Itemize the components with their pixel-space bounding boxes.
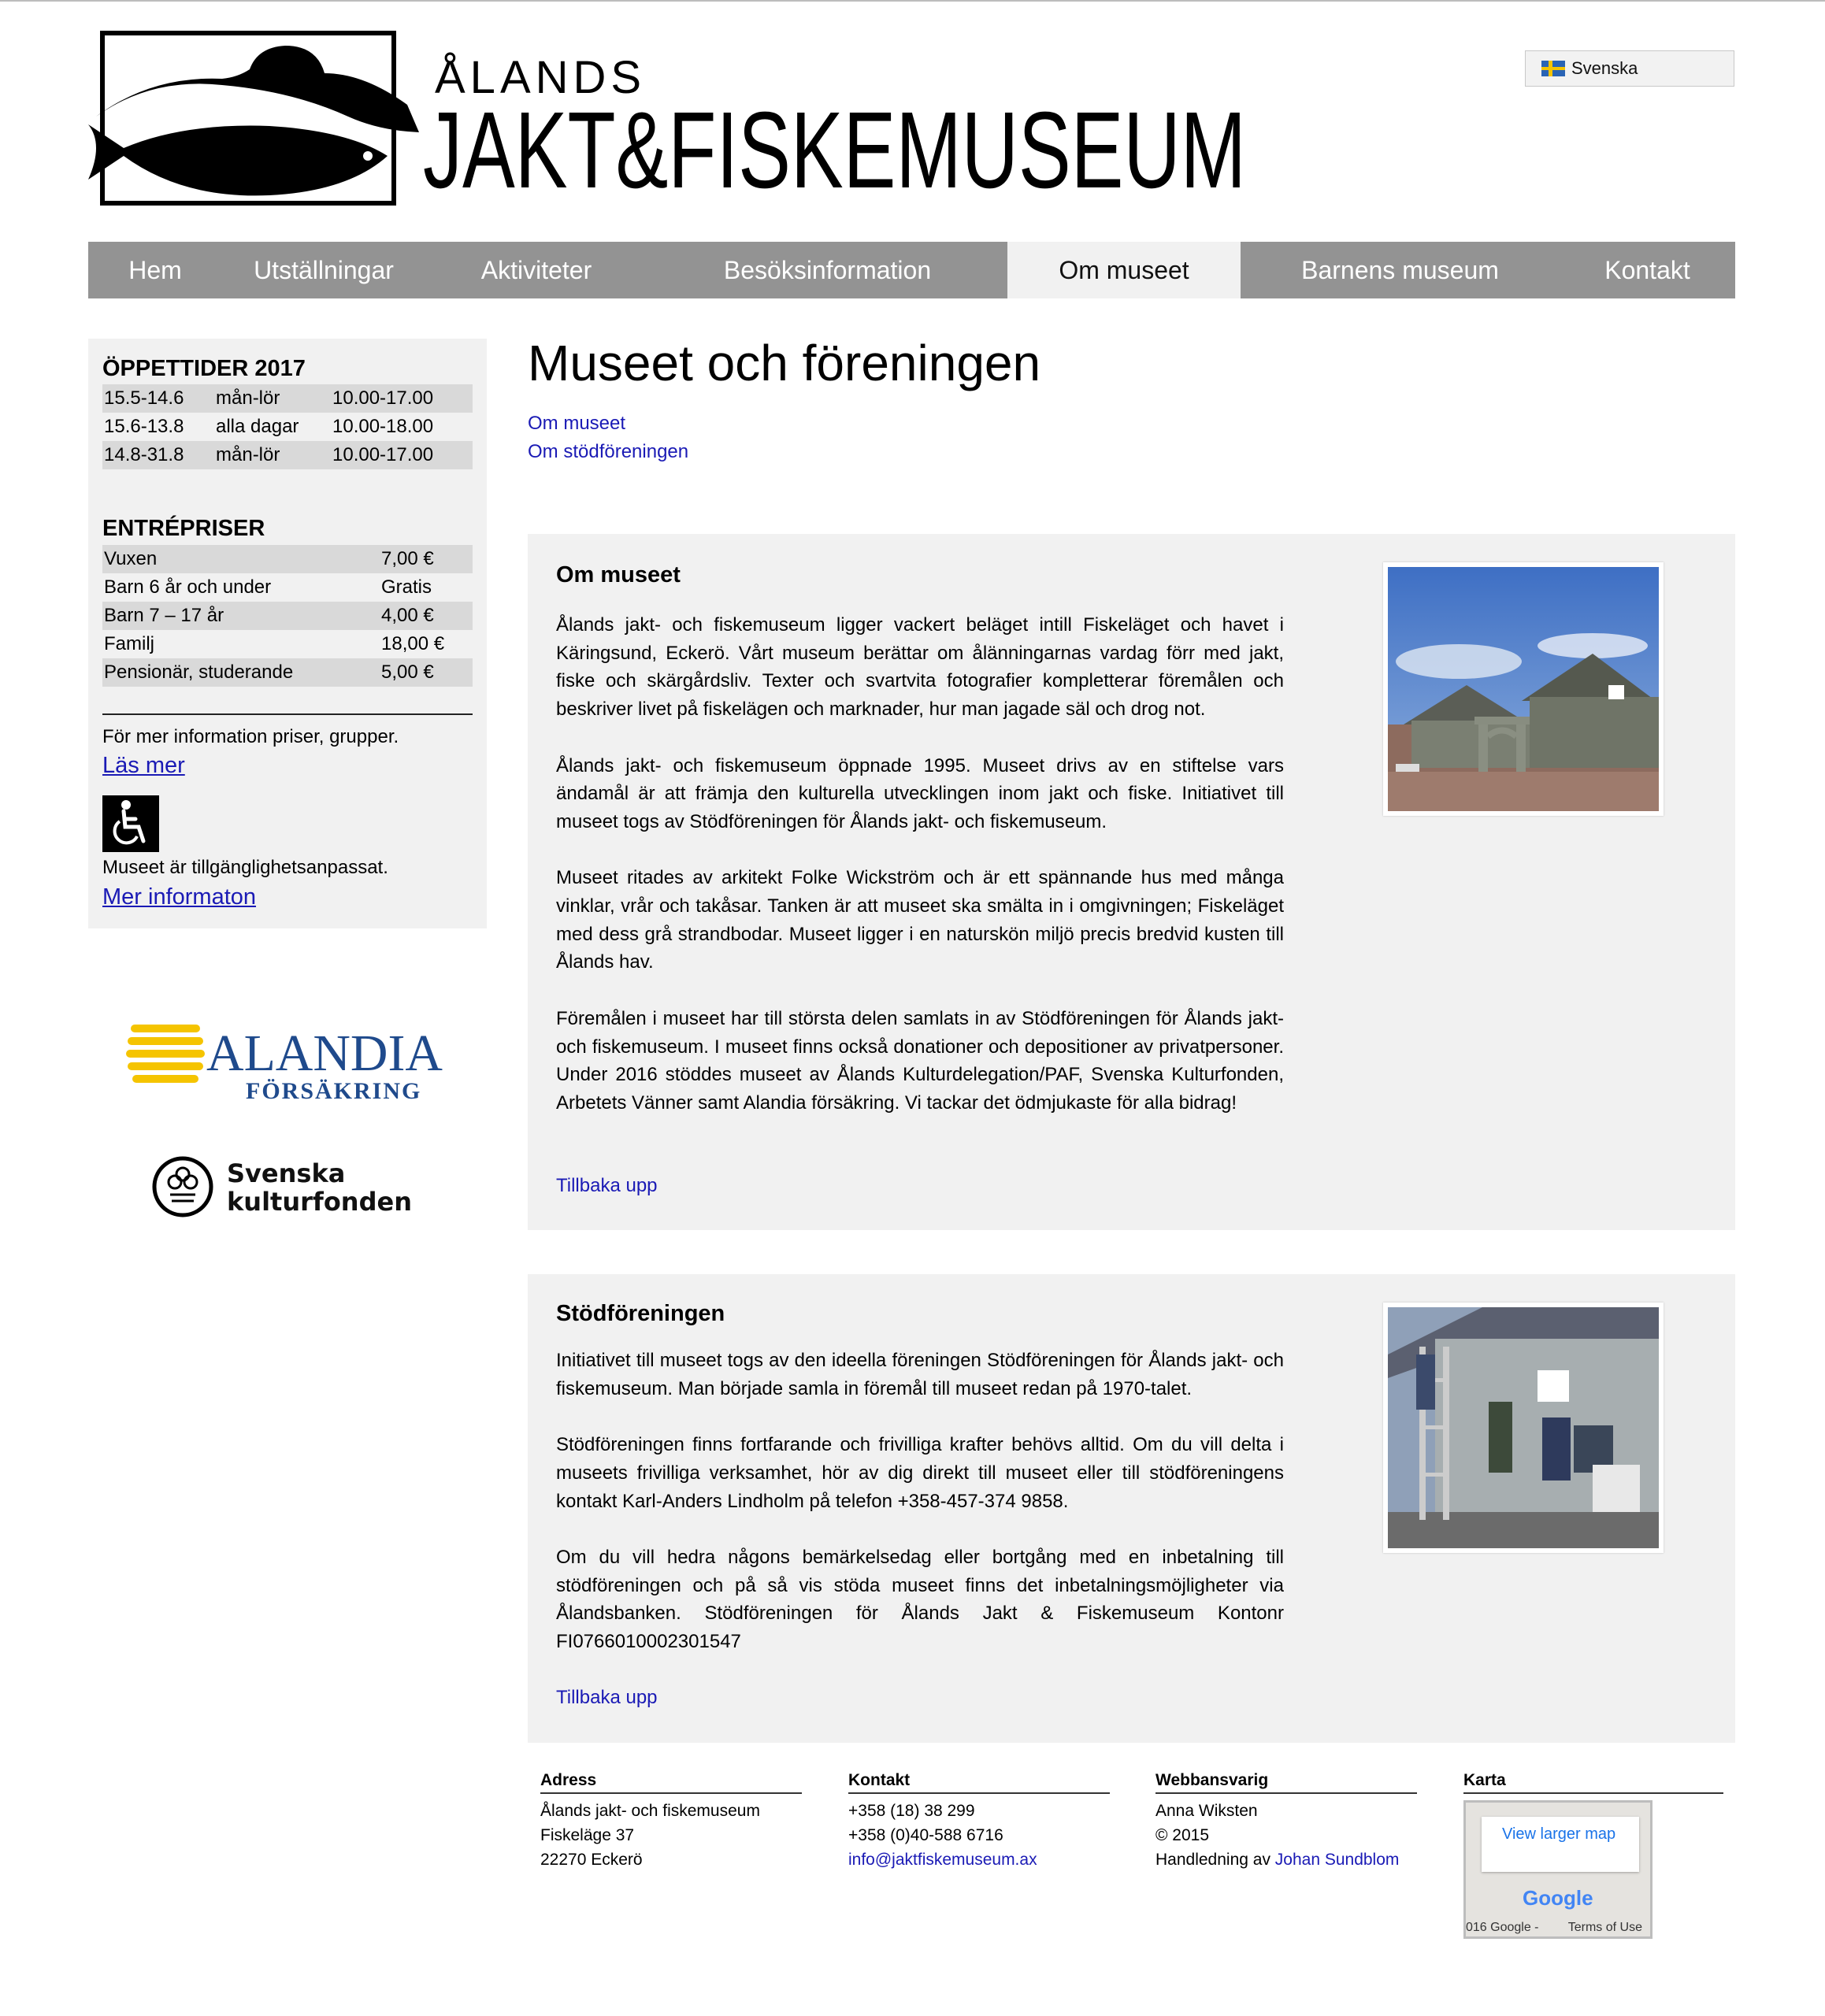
access-text: Museet är tillgänglighetsanpassat. bbox=[102, 857, 388, 878]
page-title: Museet och föreningen bbox=[528, 335, 1041, 391]
back-to-top-link[interactable]: Tillbaka upp bbox=[556, 1175, 658, 1196]
phone-line: +358 (0)40-588 6716 bbox=[848, 1826, 1003, 1844]
map-copyright-text: 016 Google - bbox=[1466, 1921, 1539, 1934]
sun-icon bbox=[126, 1025, 205, 1083]
section-links bbox=[528, 410, 688, 466]
las-mer-link[interactable]: Läs mer bbox=[102, 753, 185, 778]
table-row bbox=[102, 602, 473, 630]
webmaster-name: Anna Wiksten bbox=[1155, 1802, 1258, 1820]
language-selector[interactable] bbox=[1525, 50, 1734, 87]
alandia-logo[interactable] bbox=[126, 1014, 457, 1108]
fish-logo-icon bbox=[88, 30, 1246, 211]
hours-time: 10.00-18.00 bbox=[332, 416, 434, 437]
svenska-kulturfonden-logo[interactable] bbox=[150, 1147, 417, 1226]
email-link[interactable]: info@jaktfiskemuseum.ax bbox=[848, 1851, 1037, 1869]
google-logo: Google bbox=[1523, 1886, 1593, 1910]
price-category: Familj bbox=[104, 633, 154, 654]
price-category: Barn 7 – 17 år bbox=[104, 605, 224, 626]
address-line: 22270 Eckerö bbox=[540, 1851, 643, 1869]
address-line: Ålands jakt- och fiskemuseum bbox=[540, 1802, 760, 1820]
section-title: Om museet bbox=[556, 562, 681, 587]
paragraph: Stödföreningen finns fortfarande och frivilliga krafter behövs alltid. Om du vill delta i museets frivilliga verksamhet, hör av dig direkt till museet eller till stödföreningens kontakt Karl-Anders Lindholm på telefon +358-457-374 9858. bbox=[556, 1434, 1284, 1512]
guide-line bbox=[1155, 1847, 1417, 1872]
swedish-flag-icon bbox=[1541, 61, 1565, 76]
copyright: © 2015 bbox=[1155, 1826, 1210, 1844]
footer-web bbox=[1155, 1769, 1417, 1872]
price-category: Pensionär, studerande bbox=[104, 662, 294, 683]
hours-time: 10.00-17.00 bbox=[332, 444, 434, 465]
prices-table bbox=[102, 545, 473, 687]
sidebar bbox=[88, 339, 487, 928]
paragraph: Museet ritades av arkitekt Folke Wickström och är ett spännande hus med många vinklar, vrår och takåsar. Tanken är att museet ska smälta in i omgivningen; Fiskeläget med dess grå strandbodar. Museet ligger i en naturskön miljö precis bredvid kusten till Ålands hav. bbox=[556, 867, 1284, 973]
wheelchair-icon bbox=[102, 795, 159, 852]
price-value: 18,00 € bbox=[381, 633, 445, 654]
guide-link[interactable]: Johan Sundblom bbox=[1274, 1851, 1400, 1869]
museum-building-photo bbox=[1383, 562, 1664, 816]
address-line: Fiskeläge 37 bbox=[540, 1826, 635, 1844]
nav-besoksinformation[interactable]: Besöksinformation bbox=[723, 255, 932, 284]
price-value: 5,00 € bbox=[381, 662, 434, 683]
kulturfonden-line1: Svenska bbox=[227, 1158, 346, 1188]
main-nav bbox=[88, 242, 1735, 298]
price-value: 4,00 € bbox=[381, 605, 434, 626]
hours-days: mån-lör bbox=[216, 444, 280, 465]
nav-aktiviteter[interactable]: Aktiviteter bbox=[480, 255, 592, 284]
footer-address bbox=[540, 1769, 802, 1872]
footer-heading: Karta bbox=[1463, 1769, 1723, 1794]
footer bbox=[540, 1769, 1722, 1942]
table-row bbox=[102, 658, 473, 687]
nav-om-museet[interactable]: Om museet bbox=[1007, 242, 1241, 298]
map-terms-link[interactable]: Terms of Use bbox=[1567, 1921, 1642, 1934]
hours-period: 14.8-31.8 bbox=[104, 444, 184, 465]
hours-time: 10.00-17.00 bbox=[332, 387, 434, 409]
table-row bbox=[102, 384, 473, 413]
price-category: Barn 6 år och under bbox=[104, 576, 272, 598]
footer-heading: Kontakt bbox=[848, 1769, 1110, 1794]
paragraph: Ålands jakt- och fiskemuseum ligger vackert beläget intill Fiskeläget och havet i Käringsund, Eckerö. Vårt museum berättar om ålänningarnas vardag förr med jakt, fiske och skärgårdsliv. Texter och svartvita fotografier kompletterar föremålen och beskriver livet på fiskelägen och marknader, hur man jagade säl och drog not. bbox=[556, 614, 1284, 721]
price-value: Gratis bbox=[381, 576, 432, 598]
paragraph: Föremålen i museet har till största delen samlats in av Stödföreningen för Ålands jakt- och fiskemuseum. I museet finns också donationer och depositioner av privatpersoner. Under 2016 stöddes museet av Ålands Kulturdelegation/PAF, Svenska Kulturfonden, Arbetets Vänner samt Alandia försäkring. Vi tackar det ödmjukaste för alla bidrag! bbox=[556, 1007, 1284, 1114]
section-om-museet bbox=[528, 534, 1735, 1230]
alandia-sub: FÖRSÄKRING bbox=[246, 1078, 422, 1104]
prices-title: ENTRÉPRISER bbox=[102, 516, 265, 541]
footer-map-col bbox=[1463, 1769, 1723, 1799]
paragraph: Om du vill hedra någons bemärkelsedag eller bortgång med en inbetalning till stödföreningen och på så vis stöda museet finns det inbetalningsmöjligheter via Ålandsbanken. Stödföreningen för Ålands Jakt & Fiskemuseum Kontonr FI0766010002301547 bbox=[556, 1546, 1284, 1652]
phone-line: +358 (18) 38 299 bbox=[848, 1802, 975, 1820]
more-info-text: För mer information priser, grupper. bbox=[102, 726, 399, 747]
nav-utstallningar[interactable]: Utställningar bbox=[254, 255, 394, 284]
language-label: Svenska bbox=[1571, 58, 1638, 78]
hours-days: alla dagar bbox=[216, 416, 299, 437]
hours-period: 15.5-14.6 bbox=[104, 387, 184, 409]
volunteers-photo bbox=[1383, 1303, 1664, 1553]
nav-hem[interactable]: Hem bbox=[128, 255, 182, 284]
mer-informaton-link[interactable]: Mer informaton bbox=[102, 884, 257, 910]
google-map-embed[interactable] bbox=[1463, 1800, 1653, 1939]
hours-period: 15.6-13.8 bbox=[104, 416, 184, 437]
hours-days: mån-lör bbox=[216, 387, 280, 409]
section-title: Stödföreningen bbox=[556, 1301, 725, 1326]
section-stodforeningen bbox=[528, 1274, 1735, 1743]
paragraph: Ålands jakt- och fiskemuseum öppnade 1995. Museet drivs av en stiftelse vars ändamål är att främja den kulturella utvecklingen inom jakt och fiske. Initiativet till museet togs av Stödföreningen för Ålands jakt- och fiskemuseum. bbox=[556, 754, 1284, 832]
guide-prefix: Handledning av bbox=[1155, 1851, 1275, 1869]
kulturfonden-icon bbox=[154, 1158, 211, 1215]
hours-title: ÖPPETTIDER 2017 bbox=[102, 356, 306, 381]
back-to-top-link[interactable]: Tillbaka upp bbox=[556, 1687, 658, 1708]
section-body bbox=[556, 611, 1284, 1145]
price-category: Vuxen bbox=[104, 548, 158, 569]
alandia-name: ALANDIA bbox=[206, 1025, 443, 1082]
price-value: 7,00 € bbox=[381, 548, 434, 569]
footer-contact bbox=[848, 1769, 1110, 1872]
table-row bbox=[102, 413, 473, 441]
kulturfonden-line2: kulturfonden bbox=[227, 1187, 412, 1217]
view-larger-map-link[interactable]: View larger map bbox=[1482, 1817, 1639, 1872]
footer-heading: Adress bbox=[540, 1769, 802, 1794]
table-row bbox=[102, 441, 473, 469]
section-body bbox=[556, 1347, 1284, 1684]
footer-heading: Webbansvarig bbox=[1155, 1769, 1417, 1794]
paragraph: Initiativet till museet togs av den ideella föreningen Stödföreningen för Ålands jakt- och fiskemuseum. Man började samla in föremål till museet redan på 1970-talet. bbox=[556, 1350, 1284, 1399]
nav-kontakt[interactable]: Kontakt bbox=[1604, 255, 1690, 284]
link-om-museet[interactable]: Om museet bbox=[528, 413, 626, 434]
site-logo[interactable] bbox=[88, 30, 1246, 211]
table-row bbox=[102, 630, 473, 658]
nav-barnens-museum[interactable]: Barnens museum bbox=[1301, 255, 1499, 284]
map-copyright bbox=[1466, 1921, 1650, 1935]
logo-line1: ÅLANDS bbox=[435, 52, 647, 103]
table-row bbox=[102, 573, 473, 602]
logo-line2: JAKT&FISKEMUSEUM bbox=[423, 90, 1246, 211]
table-row bbox=[102, 545, 473, 573]
hours-table bbox=[102, 384, 473, 469]
link-om-stodforeningen[interactable]: Om stödföreningen bbox=[528, 441, 689, 462]
sidebar-divider bbox=[102, 713, 473, 715]
